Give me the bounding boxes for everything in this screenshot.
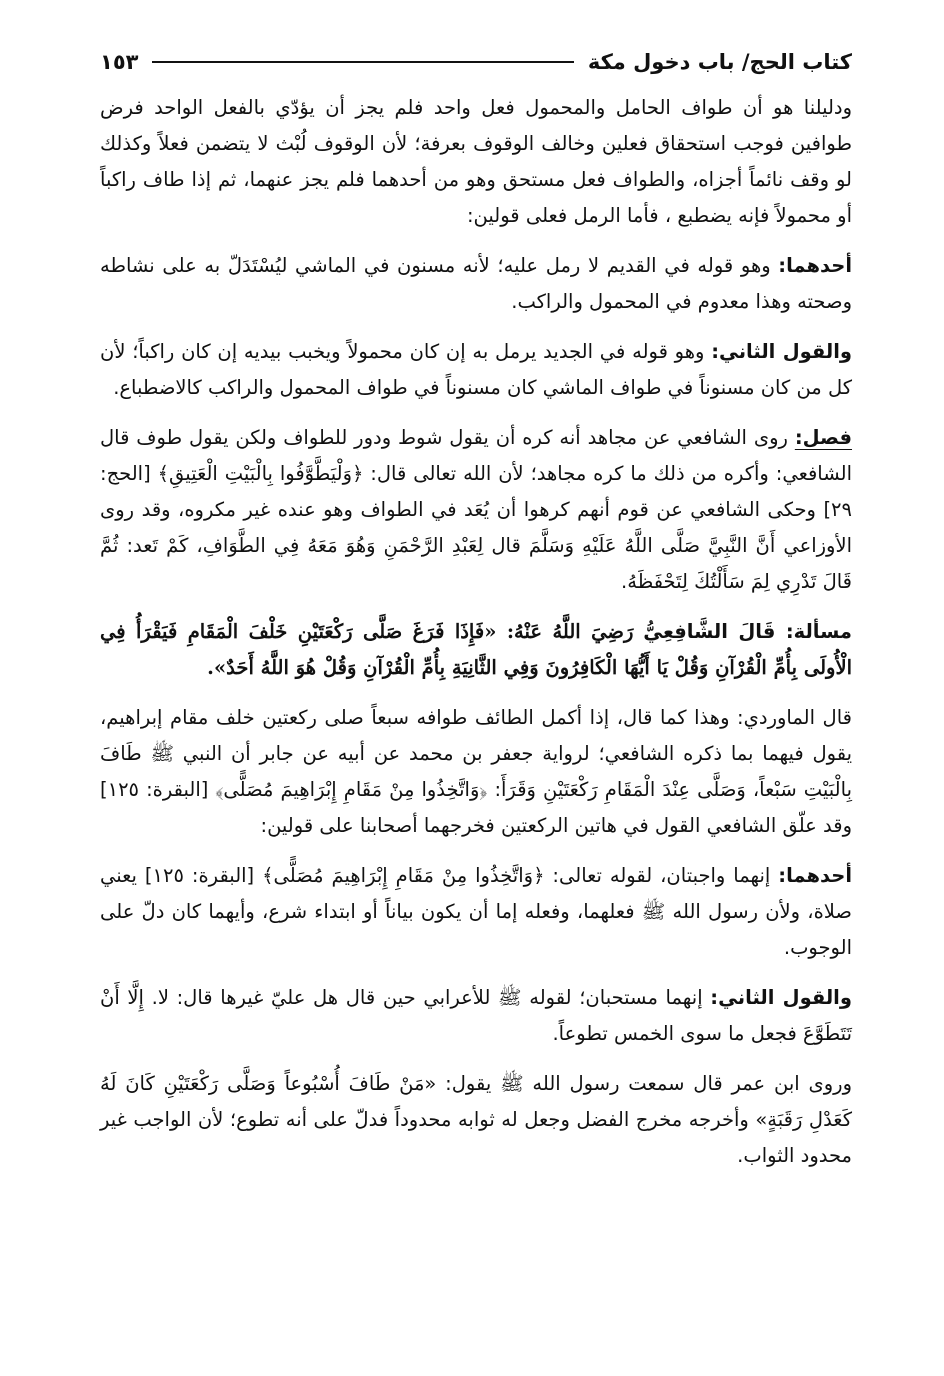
header-rule	[152, 61, 573, 63]
paragraph-second-opinion	[100, 334, 852, 406]
paragraph-text: روى الشافعي عن مجاهد أنه كره أن يقول شوط ودور للطواف ولكن يقول طوف قال الشافعي: وأكره من ذلك ما كره مجاهد؛ لأن الله تعالى قال: ﴿وَلْيَطَّوَّفُوا بِالْبَيْتِ الْعَتِيقِ﴾ [الحج: ٢٩] وحكى الشافعي عن قوم أنهم كرهوا أن يُعَد في الطواف وهو عنده غير مكروه، وقد روى الأوزاعي أَنَّ النَّبِيَّ صَلَّى اللَّهُ عَلَيْهِ وَسَلَّمَ قال لِعَبْدِ الرَّحْمَنِ وَهُوَ مَعَهُ فِي الطَّوَافِ، كَمْ تَعد: ثُمَّ قَالَ تَدْرِي لِمَ سَأَلْتُكَ لِتَحْفَظَهُ.	[100, 426, 852, 593]
paragraph-lead: أحدهما:	[778, 864, 853, 887]
paragraph-first-opinion	[100, 248, 852, 320]
paragraph-section	[100, 420, 852, 600]
paragraph-lead: والقول الثاني:	[710, 986, 852, 1009]
page-number: ١٥٣	[100, 50, 139, 74]
paragraph-mawardi	[100, 700, 852, 844]
paragraph-text: إنهما مستحبان؛ لقوله ﷺ للأعرابي حين قال هل عليّ غيرها قال: لا. إِلَّا أَنْ تَتَطَوَّعَ فجعل ما سوى الخمس تطوعاً.	[100, 986, 852, 1045]
paragraph-text: قال الماوردي: وهذا كما قال، إذا أكمل الطائف طوافه سبعاً صلى ركعتين خلف مقام إبراهيم، يقول فيهما بما ذكره الشافعي؛ لرواية جعفر بن محمد عن أبيه عن جابر أن النبي ﷺ طَافَ بِالْبَيْتِ سَبْعاً، وَصَلَّى عِنْدَ الْمَقَامِ رَكْعَتَيْنِ وَقَرَأَ: ﴿وَاتَّخِذُوا مِنْ مَقَامِ إِبْرَاهِيمَ مُصَلًّى﴾ [البقرة: ١٢٥] وقد علّق الشافعي القول في هاتين الركعتين فخرجهما أصحابنا على قولين:	[100, 706, 852, 837]
paragraph-lead: أحدهما:	[778, 254, 852, 277]
paragraph-ibn-umar	[100, 1066, 852, 1174]
paragraph-text: وهو قوله في الجديد يرمل به إن كان محمولاً ويخبب بيديه إن كان راكباً؛ لأن كل من كان مسنوناً في طواف الماشي كان مسنوناً في طواف المحمول والراكب كالاضطباع.	[100, 340, 852, 399]
paragraph-lead: فصل:	[794, 426, 853, 449]
paragraph-recommended-opinion	[100, 980, 852, 1052]
header-title: كتاب الحج/ باب دخول مكة	[587, 50, 852, 74]
paragraph-issue	[100, 614, 852, 686]
paragraph-evidence	[100, 90, 852, 234]
paragraph-text: وهو قوله في القديم لا رمل عليه؛ لأنه مسنون في الماشي ليُسْتَدَلّ به على نشاطه وصحته وهذا معدوم في المحمول والراكب.	[100, 254, 852, 313]
paragraph-text: ودليلنا هو أن طواف الحامل والمحمول فعل واحد فلم يجز أن يؤدّي بالفعل الواحد فرض طوافين فوجب استحقاق فعلين وخالف الوقوف بعرفة؛ لأن الوقوف لُبْث لا يتضمن فعلاً وكذلك لو وقف نائماً أجزاه، والطواف فعل مستحق وهو من أحدهما فلم يجز عنهما، ثم إذا طاف راكباً أو محمولاً فإنه يضطبع ، فأما الرمل فعلى قولين:	[100, 96, 852, 227]
paragraph-text: وروى ابن عمر قال سمعت رسول الله ﷺ يقول: «مَنْ طَافَ أُسْبُوعاً وَصَلَّى رَكْعَتَيْنِ كَانَ لَهُ كَعَدْلِ رَقَبَةٍ» وأخرجه مخرج الفضل وجعل له ثوابه محدوداً فدلّ على أنه تطوع؛ لأن الواجب غير محدود الثواب.	[100, 1072, 852, 1167]
paragraph-text: إنهما واجبتان، لقوله تعالى: ﴿وَاتَّخِذُوا مِنْ مَقَامِ إِبْرَاهِيمَ مُصَلًّى﴾ [البقرة: ١٢٥] يعني صلاة، ولأن رسول الله ﷺ فعلهما، وفعله إما أن يكون بياناً أو ابتداء شرع، وأيهما كان دلّ على الوجوب.	[100, 864, 852, 959]
running-header	[100, 50, 852, 74]
paragraph-obligatory-opinion	[100, 858, 852, 966]
paragraph-lead: مسألة: قَالَ الشَّافِعِيُّ	[643, 620, 853, 643]
paragraph-text: رَضِيَ اللَّهُ عَنْهُ: «فَإِذَا فَرَغَ صَلَّى رَكْعَتَيْنِ خَلْفَ الْمَقَامِ فَيَقْرَأُ فِي الْأُولَى بِأُمِّ الْقُرْآنِ وَقُلْ يَا أَيُّهَا الْكَافِرُونَ وَفِي الثَّانِيَةِ بِأُمِّ الْقُرْآنِ وَقُلْ هُوَ اللَّهُ أَحَدٌ».	[100, 620, 852, 679]
paragraph-lead: والقول الثاني:	[711, 340, 852, 363]
